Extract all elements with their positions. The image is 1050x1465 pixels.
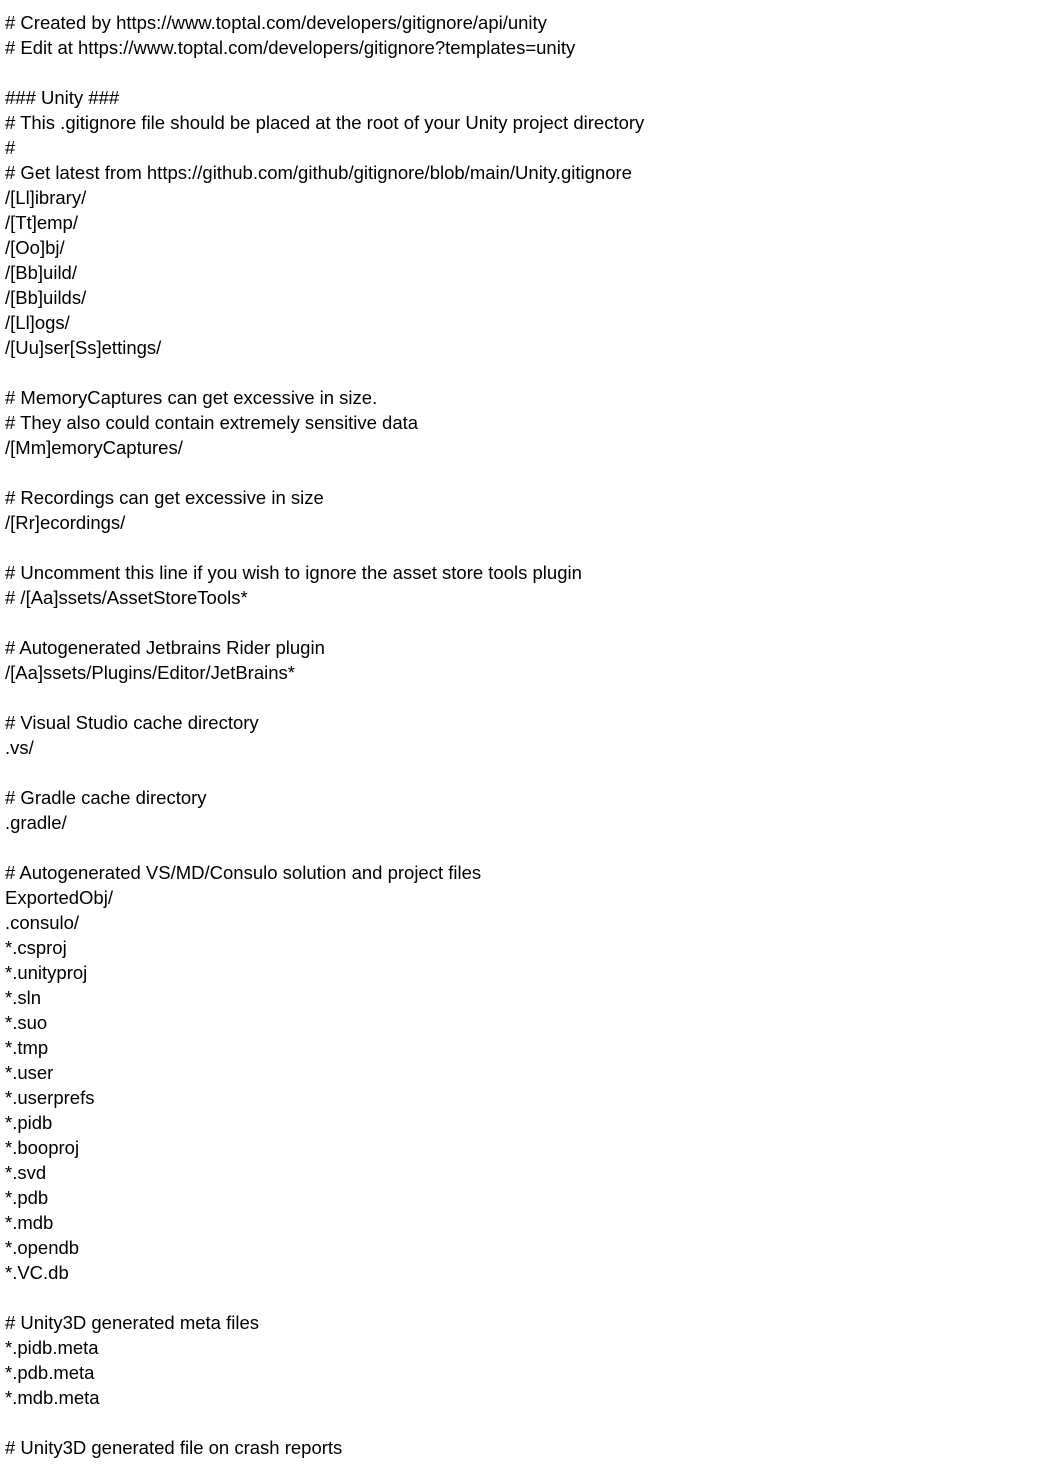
comment-line: # Created by https://www.toptal.com/developers/gitignore/api/unity (5, 12, 547, 33)
ignore-pattern-line: *.unityproj (5, 962, 88, 983)
comment-line: # Edit at https://www.toptal.com/developers/gitignore?templates=unity (5, 37, 576, 58)
ignore-pattern-line: /[Ll]ibrary/ (5, 187, 87, 208)
comment-line: ### Unity ### (5, 87, 120, 108)
ignore-pattern-line: /[Rr]ecordings/ (5, 512, 126, 533)
ignore-pattern-line: .consulo/ (5, 912, 80, 933)
comment-line: # MemoryCaptures can get excessive in size. (5, 387, 378, 408)
ignore-pattern-line: ExportedObj/ (5, 887, 113, 908)
blank-line (5, 535, 1050, 560)
ignore-pattern-line: *.pidb (5, 1112, 53, 1133)
ignore-pattern-line: *.pdb (5, 1187, 49, 1208)
comment-line: # They also could contain extremely sensitive data (5, 412, 419, 433)
ignore-pattern-line: /[Bb]uild/ (5, 262, 77, 283)
comment-line: # Autogenerated VS/MD/Consulo solution and project files (5, 862, 482, 883)
ignore-pattern-line: .gradle/ (5, 812, 67, 833)
ignore-pattern-line: *.opendb (5, 1237, 80, 1258)
ignore-pattern-line: *.VC.db (5, 1262, 69, 1283)
comment-line: # Visual Studio cache directory (5, 712, 259, 733)
ignore-pattern-line: /[Ll]ogs/ (5, 312, 70, 333)
ignore-pattern-line: /[Tt]emp/ (5, 212, 78, 233)
comment-line: # Uncomment this line if you wish to ignore the asset store tools plugin (5, 562, 582, 583)
comment-line: # /[Aa]ssets/AssetStoreTools* (5, 587, 248, 608)
blank-line (5, 760, 1050, 785)
blank-line (5, 835, 1050, 860)
comment-line: # Autogenerated Jetbrains Rider plugin (5, 637, 325, 658)
blank-line (5, 1410, 1050, 1435)
blank-line (5, 610, 1050, 635)
ignore-pattern-line: *.user (5, 1062, 54, 1083)
ignore-pattern-line: *.pidb.meta (5, 1337, 99, 1358)
ignore-pattern-line: *.userprefs (5, 1087, 95, 1108)
comment-line: # This .gitignore file should be placed at the root of your Unity project directory (5, 112, 645, 133)
ignore-pattern-line: /[Mm]emoryCaptures/ (5, 437, 183, 458)
blank-line (5, 460, 1050, 485)
blank-line (5, 60, 1050, 85)
blank-line (5, 685, 1050, 710)
ignore-pattern-line: .vs/ (5, 737, 34, 758)
ignore-pattern-line: /[Aa]ssets/Plugins/Editor/JetBrains* (5, 662, 295, 683)
ignore-pattern-line: /[Bb]uilds/ (5, 287, 87, 308)
comment-line: # Gradle cache directory (5, 787, 207, 808)
comment-line: # Unity3D generated meta files (5, 1312, 259, 1333)
gitignore-text-document (5, 10, 1050, 1460)
ignore-pattern-line: *.svd (5, 1162, 47, 1183)
ignore-pattern-line: *.booproj (5, 1137, 80, 1158)
comment-line: # Recordings can get excessive in size (5, 487, 324, 508)
ignore-pattern-line: *.sln (5, 987, 41, 1008)
ignore-pattern-line: /[Oo]bj/ (5, 237, 65, 258)
comment-line: # Get latest from https://github.com/github/gitignore/blob/main/Unity.gitignore (5, 162, 632, 183)
ignore-pattern-line: /[Uu]ser[Ss]ettings/ (5, 337, 162, 358)
blank-line (5, 1285, 1050, 1310)
ignore-pattern-line: *.tmp (5, 1037, 49, 1058)
comment-line: # (5, 137, 16, 158)
comment-line: # Unity3D generated file on crash reports (5, 1437, 343, 1458)
ignore-pattern-line: *.mdb (5, 1212, 54, 1233)
ignore-pattern-line: *.pdb.meta (5, 1362, 95, 1383)
ignore-pattern-line: *.suo (5, 1012, 48, 1033)
blank-line (5, 360, 1050, 385)
ignore-pattern-line: *.mdb.meta (5, 1387, 100, 1408)
ignore-pattern-line: *.csproj (5, 937, 67, 958)
